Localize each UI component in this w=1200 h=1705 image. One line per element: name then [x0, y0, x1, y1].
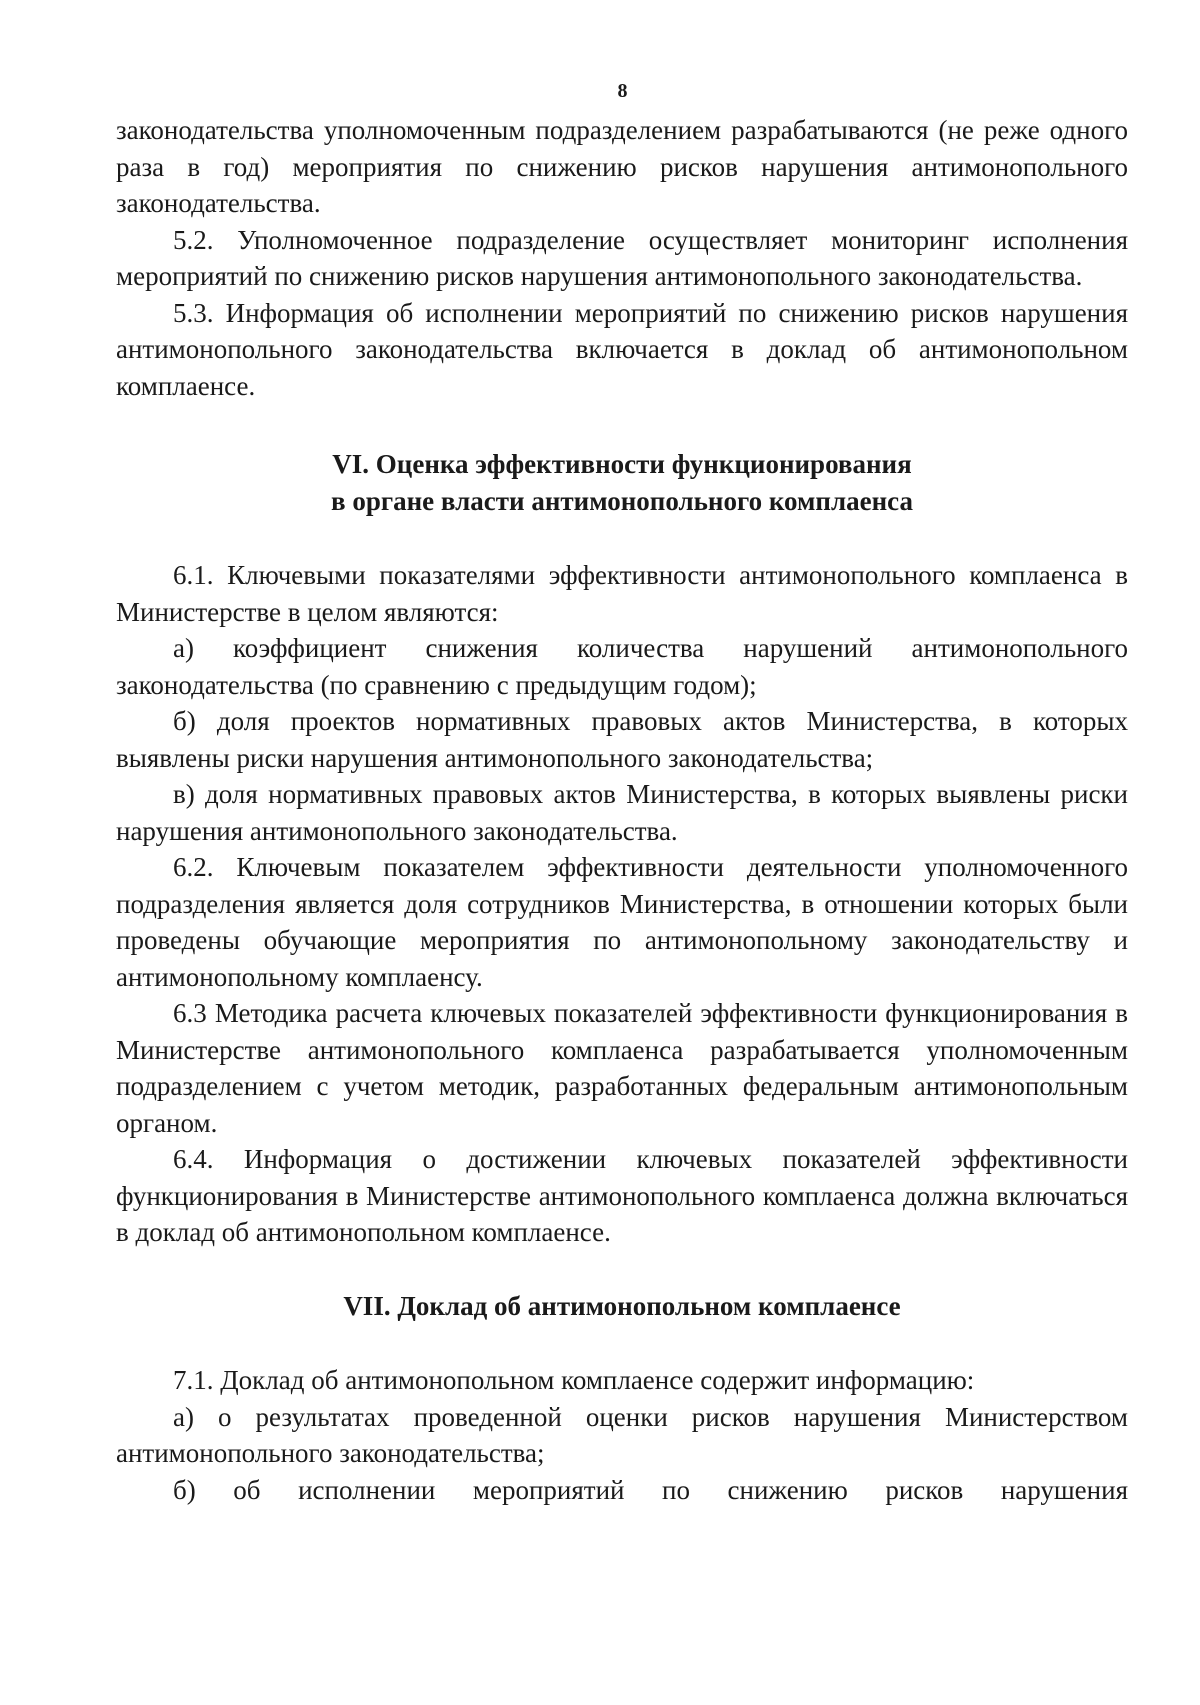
- paragraph-6-3: 6.3 Методика расчета ключевых показателей эффективности функционирования в Министерстве антимонопольного комплаенса разрабатывается уполномоченным подразделением с учетом методик, разработанных федеральным антимонопольным органом.: [116, 998, 1128, 1138]
- page-number: 8: [617, 80, 628, 102]
- paragraph-6-4: 6.4. Информация о достижении ключевых показателей эффективности функционирования в Министерстве антимонопольного комплаенса должна включаться в доклад об антимонопольном комплаенсе.: [116, 1144, 1128, 1247]
- section-6-heading-line-1: VI. Оценка эффективности функционирования: [332, 449, 912, 479]
- section-6-heading-line-2: в органе власти антимонопольного комплаенса: [331, 485, 913, 516]
- paragraph-7-1-b: б) об исполнении мероприятий по снижению рисков нарушения: [173, 1474, 1128, 1505]
- section-6-heading: [116, 446, 1128, 519]
- section-7-heading: VII. Доклад об антимонопольном комплаенсе: [343, 1290, 901, 1321]
- paragraph-6-2: 6.2. Ключевым показателем эффективности деятельности уполномоченного подразделения является доля сотрудников Министерства, в отношении которых были проведены обучающие мероприятия по антимонопольному законодательству и антимонопольному комплаенсу.: [116, 852, 1128, 992]
- paragraph-6-1-b: б) доля проектов нормативных правовых актов Министерства, в которых выявлены риски нарушения антимонопольного законодательства;: [116, 706, 1128, 773]
- paragraph-7-1: 7.1. Доклад об антимонопольном комплаенсе содержит информацию:: [173, 1365, 975, 1395]
- paragraph-5-2: 5.2. Уполномоченное подразделение осуществляет мониторинг исполнения мероприятий по снижению рисков нарушения антимонопольного законодательства.: [116, 224, 1128, 291]
- paragraph-5-1-continuation: законодательства уполномоченным подразделением разрабатываются (не реже одного раза в год) мероприятия по снижению рисков нарушения антимонопольного законодательства.: [116, 115, 1128, 218]
- paragraph-6-1-c: в) доля нормативных правовых актов Министерства, в которых выявлены риски нарушения антимонопольного законодательства.: [116, 779, 1128, 846]
- paragraph-6-1: 6.1. Ключевыми показателями эффективности антимонопольного комплаенса в Министерстве в целом являются:: [116, 560, 1128, 627]
- paragraph-5-3: 5.3. Информация об исполнении мероприятий по снижению рисков нарушения антимонопольного законодательства включается в доклад об антимонопольном комплаенсе.: [116, 297, 1128, 401]
- paragraph-6-1-a: а) коэффициент снижения количества нарушений антимонопольного законодательства (по сравнению с предыдущим годом);: [116, 633, 1128, 700]
- document-body: [116, 112, 1128, 1508]
- paragraph-7-1-a: а) о результатах проведенной оценки рисков нарушения Министерством антимонопольного законодательства;: [116, 1401, 1128, 1468]
